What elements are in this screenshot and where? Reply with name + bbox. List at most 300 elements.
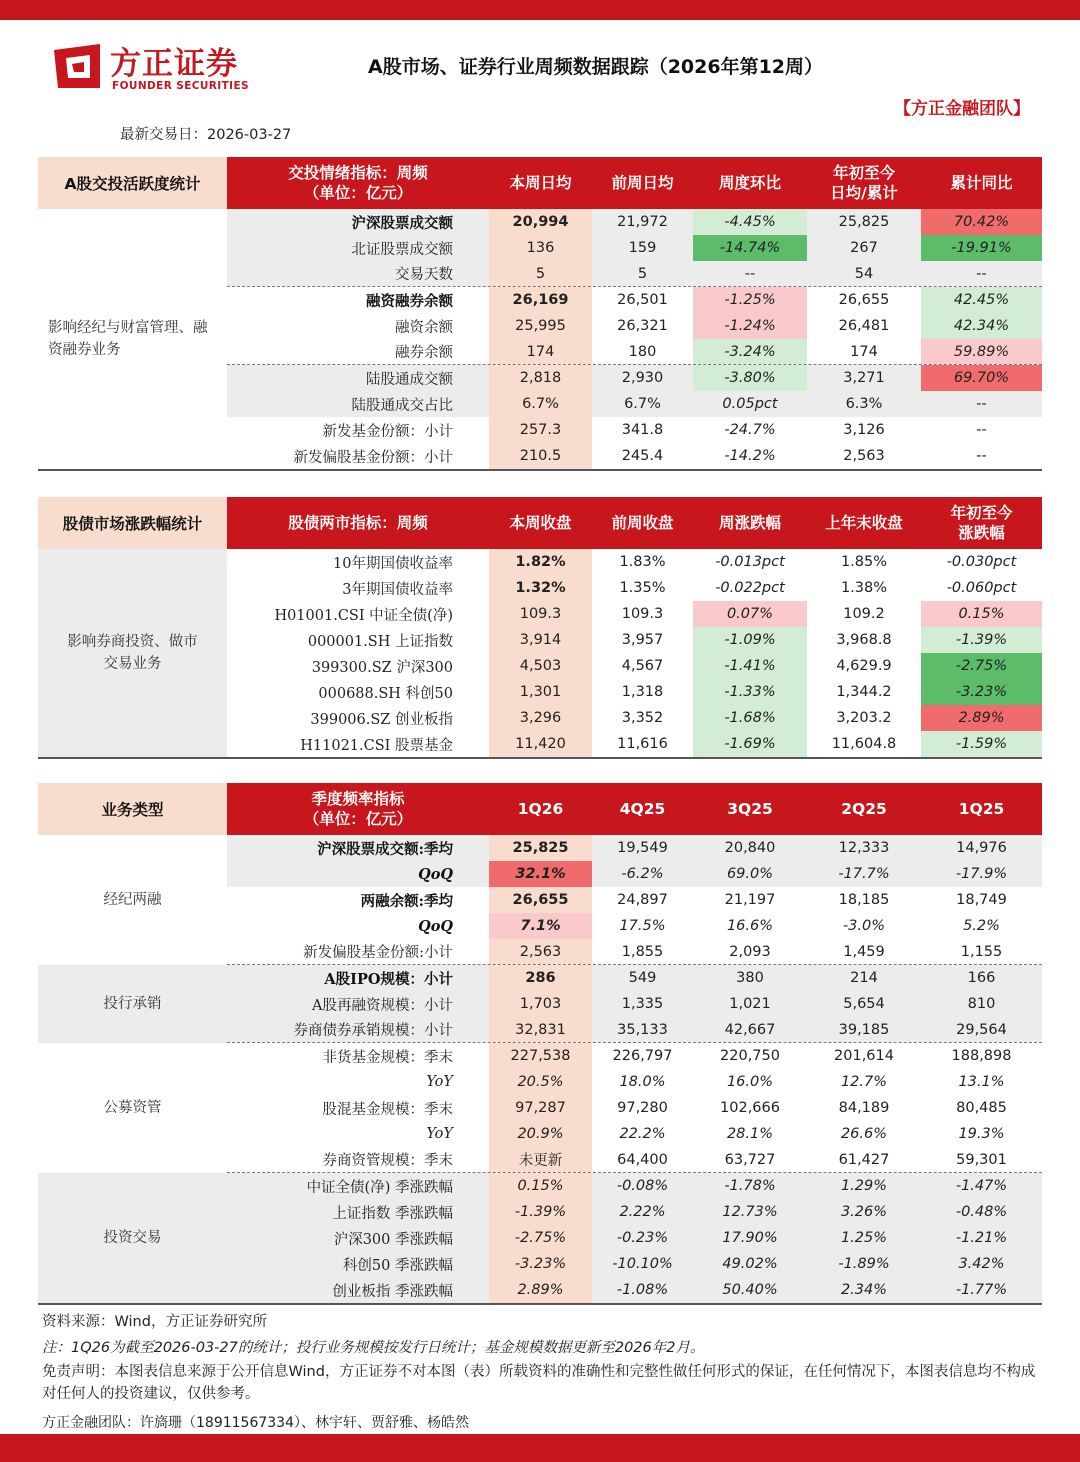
table-cell: 286: [489, 965, 592, 991]
table-row: [227, 1199, 1042, 1225]
source-note: 资料来源：Wind，方正证券研究所: [42, 1314, 267, 1330]
row-label: 沪深股票成交额: [227, 209, 489, 235]
table-cell: 1,459: [843, 943, 885, 960]
table-cell: 166: [921, 965, 1042, 991]
table-cell: 16.0%: [726, 1074, 774, 1090]
table-cell: 6.7%: [489, 391, 592, 417]
table-cell: 29,564: [921, 1017, 1042, 1042]
authors: 方正金融团队：许旖珊（18911567334）、林宇轩、贾舒雅、杨皓然: [42, 1415, 469, 1431]
row-label: 融资融券余额: [366, 292, 453, 310]
table-cell: -1.47%: [921, 1173, 1042, 1199]
table-cell: 32.1%: [489, 861, 592, 887]
table-cell: 3,271: [807, 365, 921, 391]
table-row: [227, 653, 1042, 679]
table-cell: -0.23%: [592, 1225, 693, 1251]
table-cell: 69.70%: [921, 365, 1042, 391]
row-label: YoY: [426, 1126, 453, 1142]
column-header: 1Q25: [958, 799, 1005, 818]
table-cell: 39,185: [807, 1017, 921, 1042]
table-cell: -1.68%: [693, 705, 807, 731]
row-group: [38, 209, 1042, 471]
market-table: [38, 497, 1042, 759]
group-label: 投行承销: [38, 965, 227, 1043]
table-cell: --: [921, 261, 1042, 286]
table-cell: -14.2%: [724, 448, 776, 464]
table-cell: -3.80%: [693, 365, 807, 391]
table-cell: 14,976: [921, 835, 1042, 861]
table-cell: 2.22%: [592, 1199, 693, 1225]
table-cell: -1.77%: [921, 1277, 1042, 1303]
row-label: 新发基金份额：小计: [322, 423, 453, 440]
table-cell: 2,093: [729, 943, 771, 960]
table-cell: 109.3: [489, 601, 592, 627]
table-cell: 214: [807, 965, 921, 991]
table-row: [227, 1095, 1042, 1121]
table-cell: 549: [592, 965, 693, 991]
table-row: [227, 261, 1042, 287]
table-cell: 341.8: [621, 422, 664, 438]
table-cell: 3.26%: [807, 1199, 921, 1225]
table-row: [227, 417, 1042, 443]
table-cell: 1.25%: [807, 1225, 921, 1251]
row-group: [38, 835, 1042, 965]
table-cell: 102,666: [720, 1100, 780, 1116]
row-label: QoQ: [418, 917, 453, 935]
table-cell: 0.05pct: [693, 391, 807, 417]
table-cell: 188,898: [951, 1048, 1012, 1064]
table-row: [227, 887, 1042, 913]
table-cell: 11,604.8: [831, 736, 897, 752]
table-row: [227, 1147, 1042, 1173]
table-row: [227, 1121, 1042, 1147]
table-cell: 20.9%: [489, 1121, 592, 1147]
table-cell: 2,563: [843, 448, 885, 464]
table-cell: 16.6%: [726, 918, 774, 934]
table-cell: --: [976, 448, 987, 464]
table-cell: 11,420: [489, 731, 592, 757]
table-cell: -0.48%: [921, 1199, 1042, 1225]
table-cell: 5: [489, 261, 592, 286]
table-cell: 97,280: [617, 1100, 668, 1116]
table-cell: 1,301: [489, 679, 592, 705]
table-cell: 257.3: [489, 417, 592, 443]
table-row: [227, 549, 1042, 575]
table-cell: 32,831: [489, 1017, 592, 1042]
table-cell: 19.3%: [958, 1126, 1005, 1142]
table-corner-label: 股债市场涨跌幅统计: [38, 497, 227, 549]
table-cell: 1.35%: [619, 580, 666, 596]
column-header: 周度环比: [718, 173, 781, 192]
team-label: 【方正金融团队】: [894, 99, 1030, 119]
table-row: [227, 313, 1042, 339]
table-row: [227, 679, 1042, 705]
table-cell: -0.022pct: [715, 580, 785, 596]
table-cell: 3,203.2: [836, 710, 892, 726]
table-cell: 109.2: [843, 606, 885, 622]
table-cell: -1.21%: [921, 1225, 1042, 1251]
table-cell: -1.78%: [693, 1173, 807, 1199]
column-header: 年初至今 日均/累计: [830, 163, 898, 202]
table-row: [227, 339, 1042, 365]
table-cell: 4,567: [621, 658, 664, 674]
table-cell: -0.030pct: [946, 554, 1017, 570]
table-cell: 2.34%: [807, 1277, 921, 1303]
table-cell: 69.0%: [693, 861, 807, 887]
table-cell: 159: [592, 235, 693, 261]
table-row: [227, 939, 1042, 965]
table-cell: 42,667: [693, 1017, 807, 1042]
row-group: [38, 965, 1042, 1043]
table-cell: 25,825: [489, 835, 592, 861]
row-label: 北证股票成交额: [227, 235, 489, 261]
row-label: 股混基金规模：季末: [322, 1101, 453, 1118]
group-rows: [227, 835, 1042, 965]
table-cell: -3.23%: [489, 1251, 592, 1277]
table-cell: 226,797: [612, 1048, 673, 1064]
table-cell: 174: [489, 339, 592, 364]
table-cell: -1.89%: [807, 1251, 921, 1277]
table-row: [227, 991, 1042, 1017]
table-cell: 227,538: [489, 1043, 592, 1069]
header-cells: [227, 157, 1042, 209]
table-cell: -1.39%: [489, 1199, 592, 1225]
group-rows: [227, 1043, 1042, 1173]
table-cell: 380: [693, 965, 807, 991]
row-label: 创业板指 季涨跌幅: [227, 1277, 489, 1303]
row-label: 券商债券承销规模：小计: [227, 1017, 489, 1042]
table-cell: 0.15%: [921, 601, 1042, 627]
row-label: A股再融资规模：小计: [227, 991, 489, 1017]
table-cell: 2,563: [489, 939, 592, 964]
table-cell: -17.9%: [921, 861, 1042, 887]
table-cell: 3,957: [621, 632, 664, 648]
table-row: [227, 731, 1042, 757]
table-row: [227, 209, 1042, 235]
group-rows: [227, 209, 1042, 469]
table-cell: 3.42%: [921, 1251, 1042, 1277]
column-header: 前周日均: [611, 173, 674, 192]
table-cell: 1.29%: [807, 1173, 921, 1199]
row-label: YoY: [426, 1074, 453, 1090]
row-label: 沪深300 季涨跌幅: [227, 1225, 489, 1251]
table-cell: 2,818: [489, 365, 592, 391]
table-cell: -19.91%: [921, 235, 1042, 261]
group-label: 影响经纪与财富管理、融资融券业务: [38, 209, 227, 469]
table-cell: -1.25%: [693, 287, 807, 313]
table-cell: 20,840: [693, 835, 807, 861]
table-cell: 26,481: [807, 313, 921, 339]
row-label: 新发偏股基金份额:小计: [303, 945, 453, 961]
table-cell: 6.7%: [592, 391, 693, 417]
column-header: 3Q25: [727, 799, 773, 818]
table-cell: 18,185: [838, 892, 890, 908]
table-cell: 3,968.8: [836, 632, 892, 648]
table-cell: 70.42%: [921, 209, 1042, 235]
table-cell: -2.75%: [489, 1225, 592, 1251]
table-corner-label: 业务类型: [38, 783, 227, 835]
table-cell: -0.060pct: [946, 580, 1017, 596]
column-header: 累计同比: [950, 173, 1013, 192]
row-label: 399006.SZ 创业板指: [310, 711, 453, 728]
table-cell: 810: [921, 991, 1042, 1017]
activity-table: [38, 157, 1042, 471]
row-label: 交易天数: [227, 261, 489, 286]
table-cell: 49.02%: [693, 1251, 807, 1277]
table-cell: 64,400: [617, 1151, 668, 1168]
table-cell: 2.89%: [921, 705, 1042, 731]
table-cell: 201,614: [834, 1048, 894, 1064]
table-cell: 18,749: [956, 892, 1007, 908]
table-row: [227, 965, 1042, 991]
row-label: 券商资管规模：季末: [322, 1153, 453, 1169]
table-cell: 210.5: [489, 443, 592, 469]
table-cell: 35,133: [592, 1017, 693, 1042]
table-cell: -10.10%: [592, 1251, 693, 1277]
table-cell: -3.0%: [842, 918, 886, 934]
row-group: [38, 1043, 1042, 1173]
table-cell: 26,321: [592, 313, 693, 339]
row-label: QoQ: [227, 861, 489, 887]
table-cell: 61,427: [838, 1151, 890, 1168]
bottom-banner: [0, 1434, 1080, 1462]
table-cell: 80,485: [956, 1100, 1007, 1116]
group-label: 投资交易: [38, 1173, 227, 1303]
group-label: 公募资管: [38, 1043, 227, 1173]
row-label: 沪深股票成交额:季均: [227, 835, 489, 861]
row-label: 上证指数 季涨跌幅: [227, 1199, 489, 1225]
column-header: 交投情绪指标：周频 （单位：亿元）: [288, 163, 428, 202]
table-header-row: [38, 157, 1042, 209]
table-cell: 20.5%: [489, 1069, 592, 1095]
table-cell: 1.38%: [840, 580, 888, 596]
table-cell: 1,155: [960, 943, 1003, 960]
table-cell: 1,335: [592, 991, 693, 1017]
table-cell: 3,296: [489, 705, 592, 731]
table-cell: 1.85%: [840, 554, 888, 570]
table-cell: 109.3: [621, 606, 664, 622]
group-label: 影响券商投资、做市交易业务: [38, 549, 227, 757]
table-row: [227, 861, 1042, 887]
table-row: [227, 1251, 1042, 1277]
table-cell: 4,629.9: [836, 658, 892, 674]
table-cell: 26.6%: [840, 1126, 888, 1142]
table-cell: 42.45%: [921, 287, 1042, 313]
column-header: 2Q25: [841, 799, 887, 818]
table-cell: 0.07%: [693, 601, 807, 627]
table-cell: 5,654: [807, 991, 921, 1017]
row-label: 两融余额:季均: [360, 892, 453, 910]
table-cell: -1.33%: [693, 679, 807, 705]
column-header: 上年末收盘: [825, 513, 903, 532]
group-rows: [227, 549, 1042, 757]
table-cell: 26,655: [489, 887, 592, 913]
table-cell: 0.15%: [489, 1173, 592, 1199]
footnote: 注：1Q26为截至2026-03-27的统计；投行业务规模按发行日统计；基金规模数据更新至2026年2月。: [42, 1340, 705, 1356]
table-row: [227, 601, 1042, 627]
table-cell: 18.0%: [619, 1074, 666, 1090]
table-cell: -0.013pct: [715, 554, 785, 570]
table-row: [227, 575, 1042, 601]
table-row: [227, 1277, 1042, 1303]
table-cell: 26,501: [592, 287, 693, 313]
founder-logo-icon: [52, 42, 104, 90]
row-label: 000688.SH 科创50: [318, 685, 453, 702]
table-cell: -3.24%: [693, 339, 807, 364]
table-cell: 3,126: [843, 422, 885, 438]
group-label: 经纪两融: [38, 835, 227, 965]
table-cell: 12.7%: [840, 1074, 888, 1090]
row-label: 000001.SH 上证指数: [307, 633, 453, 650]
table-cell: 26,655: [807, 287, 921, 313]
column-header: 前周收盘: [611, 513, 674, 532]
table-corner-label: A股交投活跃度统计: [38, 157, 227, 209]
table-cell: 1,855: [621, 943, 664, 960]
column-header: 本周日均: [509, 173, 572, 192]
row-group: [38, 549, 1042, 759]
table-cell: -14.74%: [693, 235, 807, 261]
table-cell: 17.90%: [693, 1225, 807, 1251]
table-cell: 28.1%: [726, 1126, 774, 1142]
row-label: 科创50 季涨跌幅: [227, 1251, 489, 1277]
top-banner: [0, 0, 1080, 20]
table-cell: 5: [592, 261, 693, 286]
table-cell: 22.2%: [619, 1126, 666, 1142]
table-cell: 180: [592, 339, 693, 364]
table-header-row: [38, 497, 1042, 549]
table-row: [227, 365, 1042, 391]
table-cell: --: [693, 261, 807, 286]
row-label: 399300.SZ 沪深300: [311, 659, 453, 676]
table-cell: 63,727: [724, 1151, 776, 1168]
table-row: [227, 627, 1042, 653]
table-cell: 59.89%: [921, 339, 1042, 364]
row-label: 陆股通成交额: [227, 365, 489, 391]
table-row: [227, 443, 1042, 469]
table-cell: -1.24%: [693, 313, 807, 339]
column-header: 季度频率指标 （单位：亿元）: [303, 789, 413, 828]
table-row: [227, 1043, 1042, 1069]
table-row: [227, 913, 1042, 939]
row-label: 陆股通成交占比: [227, 391, 489, 417]
header-cells: [227, 497, 1042, 549]
table-cell: 11,616: [617, 736, 668, 752]
table-cell: 17.5%: [619, 918, 666, 934]
table-cell: -0.08%: [592, 1173, 693, 1199]
table-cell: --: [976, 422, 987, 438]
table-cell: 4,503: [489, 653, 592, 679]
table-cell: -3.23%: [921, 679, 1042, 705]
row-label: A股IPO规模：小计: [227, 965, 489, 991]
table-row: [227, 1173, 1042, 1199]
table-cell: 1,021: [693, 991, 807, 1017]
column-header: 年初至今 涨跌幅: [950, 503, 1013, 542]
table-cell: 13.1%: [958, 1074, 1005, 1090]
table-cell: 97,287: [489, 1095, 592, 1121]
table-cell: -1.69%: [693, 731, 807, 757]
table-cell: 59,301: [956, 1151, 1007, 1168]
row-label: 融券余额: [395, 345, 453, 361]
table-row: [227, 1225, 1042, 1251]
table-cell: 1.83%: [619, 554, 666, 570]
business-table: [38, 783, 1042, 1305]
table-cell: 21,197: [724, 892, 776, 908]
table-cell: 21,972: [592, 209, 693, 235]
table-cell: 3,352: [621, 710, 664, 726]
table-cell: -6.2%: [592, 861, 693, 887]
row-label: H01001.CSI 中证全债(净): [274, 607, 453, 624]
table-row: [227, 235, 1042, 261]
table-cell: 20,994: [489, 209, 592, 235]
row-label: H11021.CSI 股票基金: [300, 737, 453, 754]
table-cell: 7.1%: [489, 913, 592, 939]
group-rows: [227, 1173, 1042, 1303]
table-row: [227, 391, 1042, 417]
table-cell: 1.32%: [489, 575, 592, 601]
table-cell: 54: [807, 261, 921, 286]
table-cell: 1,344.2: [836, 684, 892, 700]
table-cell: 1,703: [489, 991, 592, 1017]
page-title: A股市场、证券行业周频数据跟踪（2026年第12周）: [368, 56, 824, 78]
table-cell: -1.41%: [693, 653, 807, 679]
table-cell: -17.7%: [807, 861, 921, 887]
table-cell: 1.82%: [489, 549, 592, 575]
table-row: [227, 835, 1042, 861]
table-cell: -1.39%: [921, 627, 1042, 653]
table-row: [227, 1069, 1042, 1095]
column-header: 周涨跌幅: [718, 513, 781, 532]
table-cell: 25,825: [807, 209, 921, 235]
row-label: 中证全债(净) 季涨跌幅: [227, 1173, 489, 1199]
row-group: [38, 1173, 1042, 1305]
table-cell: 245.4: [621, 448, 664, 464]
table-cell: 42.34%: [921, 313, 1042, 339]
table-cell: 2.89%: [489, 1277, 592, 1303]
row-label: 3年期国债收益率: [342, 581, 453, 598]
table-cell: 25,995: [489, 313, 592, 339]
table-cell: 50.40%: [693, 1277, 807, 1303]
table-cell: 174: [807, 339, 921, 364]
row-label: 10年期国债收益率: [333, 555, 453, 572]
disclaimer: 免责声明：本图表信息来源于公开信息Wind，方正证券不对本图（表）所载资料的准确性和完整性做任何形式的保证，在任何情况下，本图表信息均不构成对任何人的投资建议，仅供参考。: [42, 1364, 1036, 1402]
table-cell: -24.7%: [724, 422, 776, 438]
row-label: 非货基金规模：季末: [322, 1049, 453, 1066]
group-rows: [227, 965, 1042, 1043]
logo-text: 方正证券: [110, 46, 238, 82]
table-header-row: [38, 783, 1042, 835]
table-row: [227, 1017, 1042, 1043]
table-row: [227, 287, 1042, 313]
table-cell: 136: [489, 235, 592, 261]
column-header: 1Q26: [517, 799, 564, 818]
header-cells: [227, 783, 1042, 835]
table-cell: -1.08%: [592, 1277, 693, 1303]
table-cell: -1.59%: [921, 731, 1042, 757]
table-cell: 6.3%: [807, 391, 921, 417]
table-cell: 220,750: [720, 1048, 780, 1064]
table-cell: 12.73%: [693, 1199, 807, 1225]
column-header: 股债两市指标：周频: [288, 513, 428, 532]
table-cell: 24,897: [617, 892, 668, 908]
table-cell: 未更新: [489, 1147, 592, 1172]
row-label: 融资余额: [395, 319, 453, 336]
table-cell: 2,930: [592, 365, 693, 391]
table-cell: 267: [807, 235, 921, 261]
table-cell: --: [921, 391, 1042, 417]
column-header: 本周收盘: [509, 513, 572, 532]
table-cell: -4.45%: [693, 209, 807, 235]
table-cell: 84,189: [838, 1100, 890, 1116]
logo-english: FOUNDER SECURITIES: [112, 80, 250, 92]
